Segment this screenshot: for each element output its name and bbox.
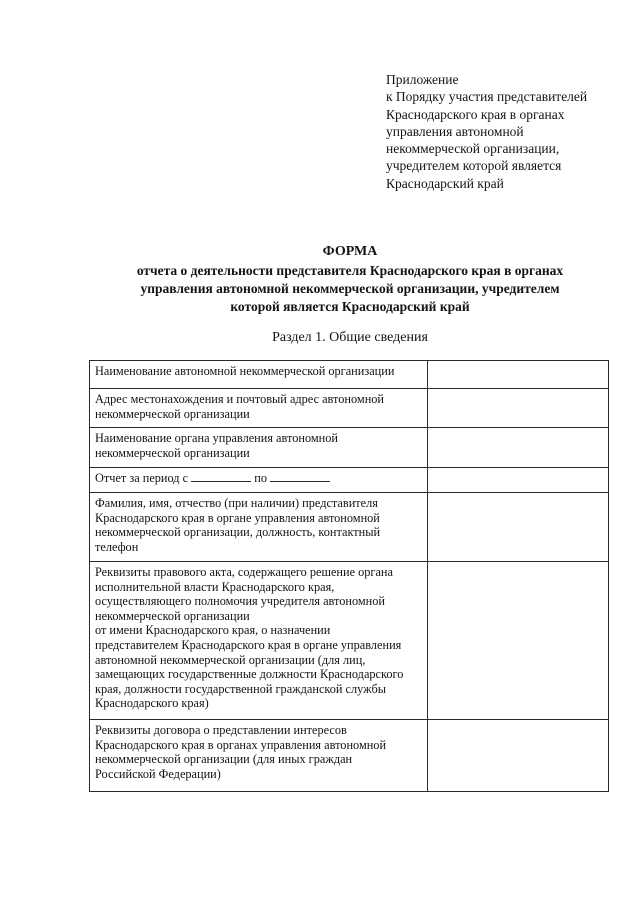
appendix-line: некоммерческой организации, [386,141,560,157]
label-line: Краснодарского края) [95,696,209,711]
label-line: замещающих государственные должности Краснодарского [95,667,404,682]
row-label [90,493,428,562]
label-line: телефон [95,539,139,554]
label-line: Наименование автономной некоммерческой организации [95,364,395,378]
form-subtitle [90,262,610,316]
label-line: Реквизиты правового акта, содержащего решение органа [95,565,393,579]
label-line: некоммерческой организации (для иных граждан [95,752,353,767]
label-line: Краснодарского края в органах управления автономной [95,737,387,752]
period-line [95,471,423,486]
appendix-block [386,71,636,192]
row-value-cell[interactable] [428,468,609,493]
appendix-line: учредителем которой является [386,158,562,174]
table-row [90,493,609,562]
table-row [90,428,609,468]
row-value-cell[interactable] [428,428,609,468]
row-label [90,562,428,720]
form-title: ФОРМА [322,244,378,259]
label-line: некоммерческой организации [95,608,250,623]
table-row [90,562,609,720]
row-label [90,428,428,468]
label-line: Реквизиты договора о представлении интересов [95,723,347,737]
table-row [90,389,609,428]
label-line: некоммерческой организации [95,406,250,421]
label-line: от имени Краснодарского края, о назначении [95,623,331,638]
form-subtitle-line: отчета о деятельности представителя Краснодарского края в органах [136,263,564,278]
form-subtitle-line: управления автономной некоммерческой организации, учредителем [140,281,560,296]
row-value-cell[interactable] [428,361,609,389]
row-label [90,468,428,493]
table-row [90,361,609,389]
row-label [90,720,428,792]
label-line: Российской Федерации) [95,766,221,781]
label-line: осуществляющего полномочия учредителя автономной [95,594,385,609]
row-label [90,361,428,389]
period-start-blank[interactable] [191,471,251,482]
row-label [90,389,428,428]
general-info-table [89,360,609,792]
label-line: некоммерческой организации, должность, контактный [95,525,381,540]
label-line: некоммерческой организации [95,445,250,460]
appendix-line: Приложение [386,72,459,87]
label-line: представителем Краснодарского края в органе управления [95,637,402,652]
label-line: Краснодарского края в органе управления автономной [95,510,380,525]
label-line: Фамилия, имя, отчество (при наличии) представителя [95,496,378,510]
form-subtitle-line: которой является Краснодарский край [230,299,470,314]
period-prefix: Отчет за период с [95,471,189,485]
row-value-cell[interactable] [428,389,609,428]
label-line: Наименование органа управления автономной [95,431,338,445]
table-row [90,468,609,493]
row-value-cell[interactable] [428,562,609,720]
appendix-line: Краснодарского края в органах [386,106,565,122]
period-end-blank[interactable] [270,471,330,482]
label-line: автономной некоммерческой организации (для лиц, [95,652,366,667]
label-line: исполнительной власти Краснодарского края, [95,579,335,594]
section-heading: Раздел 1. Общие сведения [272,330,428,345]
label-line: края, должности государственной гражданской службы [95,681,386,696]
row-value-cell[interactable] [428,720,609,792]
appendix-line: к Порядку участия представителей [386,89,588,105]
appendix-line: Краснодарский край [386,175,504,191]
appendix-line: управления автономной [386,123,524,139]
period-middle: по [254,471,267,485]
table-row [90,720,609,792]
label-line: Адрес местонахождения и почтовый адрес автономной [95,392,385,406]
row-value-cell[interactable] [428,493,609,562]
